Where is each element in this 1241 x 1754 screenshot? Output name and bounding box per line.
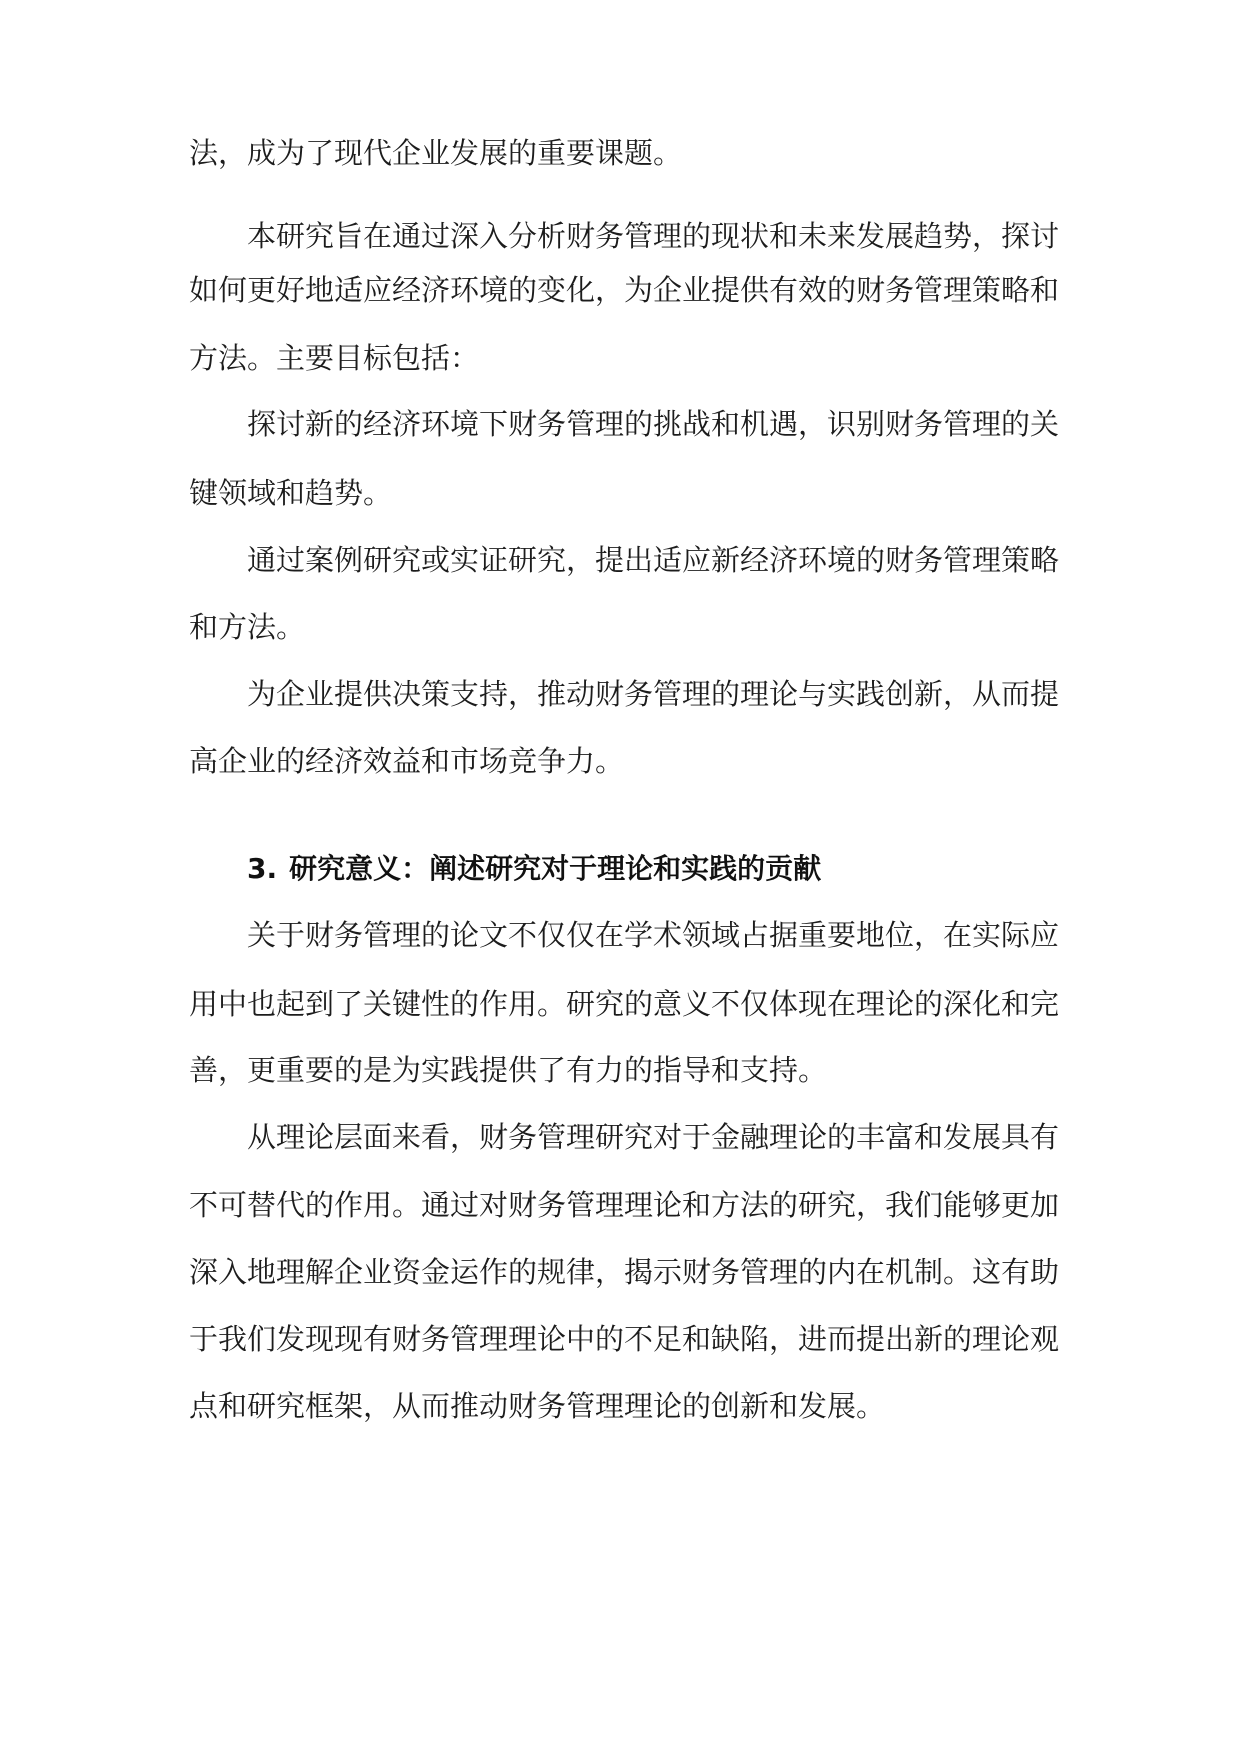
text-line: 善，更重要的是为实践提供了有力的指导和支持。 <box>189 1053 828 1087</box>
text-line: 深入地理解企业资金运作的规律，揭示财务管理的内在机制。这有助 <box>189 1255 1059 1289</box>
section-heading <box>247 849 1059 889</box>
text-line: 和方法。 <box>189 610 306 644</box>
text-line: 从理论层面来看，财务管理研究对于金融理论的丰富和发展具有 <box>247 1120 1059 1154</box>
text-line: 用中也起到了关键性的作用。研究的意义不仅体现在理论的深化和完 <box>189 987 1059 1021</box>
text-line: 于我们发现现有财务管理理论中的不足和缺陷，进而提出新的理论观 <box>189 1322 1059 1356</box>
text-line: 本研究旨在通过深入分析财务管理的现状和未来发展趋势，探讨 <box>247 219 1059 253</box>
text-line: 为企业提供决策支持，推动财务管理的理论与实践创新，从而提 <box>247 677 1059 711</box>
text-line: 如何更好地适应经济环境的变化，为企业提供有效的财务管理策略和 <box>189 273 1059 307</box>
text-line: 高企业的经济效益和市场竞争力。 <box>189 744 625 778</box>
text-line: 不可替代的作用。通过对财务管理理论和方法的研究，我们能够更加 <box>189 1188 1059 1222</box>
text-line: 方法。主要目标包括： <box>189 341 480 375</box>
text-line: 键领域和趋势。 <box>189 476 393 510</box>
section-number: 3. <box>247 852 278 885</box>
section-title: 研究意义：阐述研究对于理论和实践的贡献 <box>289 852 822 885</box>
text-line: 法，成为了现代企业发展的重要课题。 <box>189 136 683 170</box>
text-line: 通过案例研究或实证研究，提出适应新经济环境的财务管理策略 <box>247 543 1059 577</box>
text-line: 关于财务管理的论文不仅仅在学术领域占据重要地位，在实际应 <box>247 918 1059 952</box>
text-line: 点和研究框架，从而推动财务管理理论的创新和发展。 <box>189 1389 886 1423</box>
text-line: 探讨新的经济环境下财务管理的挑战和机遇，识别财务管理的关 <box>247 407 1059 441</box>
